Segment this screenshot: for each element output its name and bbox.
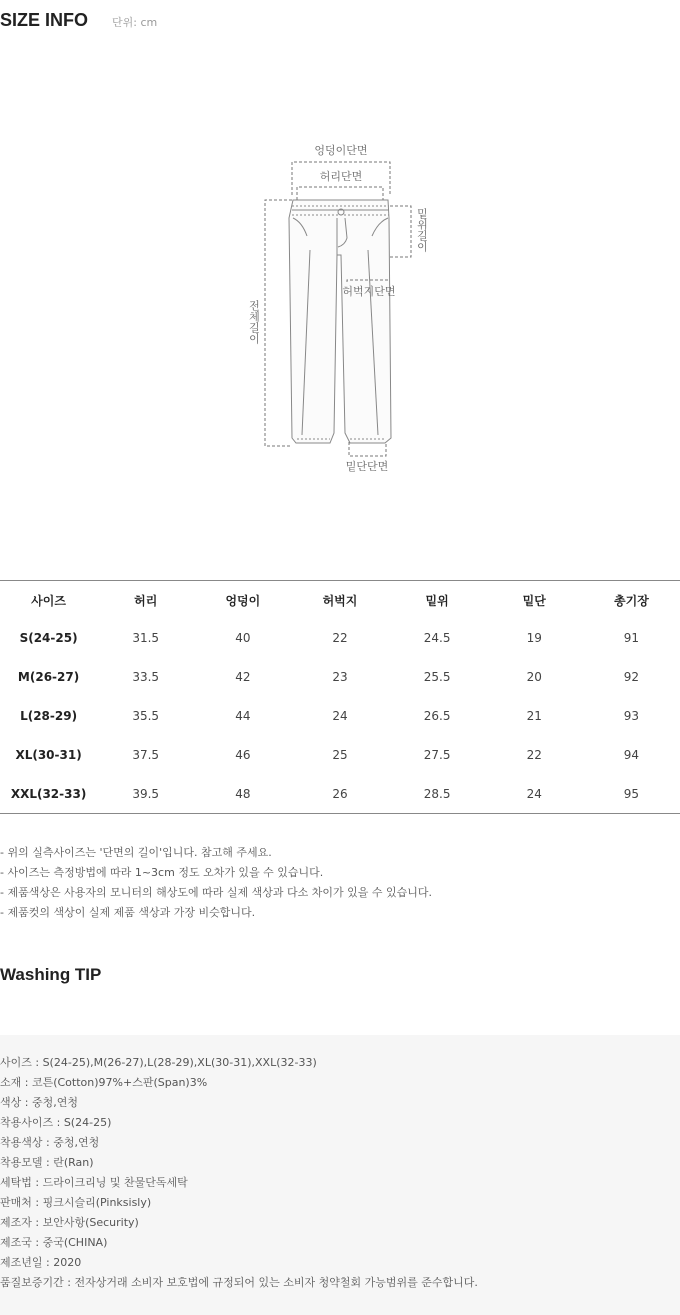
size-info-header <box>0 10 157 40</box>
info-manufacturer: 제조자 : 보안사항(Security) <box>0 1216 139 1229</box>
size-notes <box>0 843 680 923</box>
table-cell: 46 <box>235 747 251 762</box>
info-color: 색상 : 중청,연청 <box>0 1096 78 1109</box>
size-cell: XL(30-31) <box>15 747 82 762</box>
hip-label: 엉덩이단면 <box>314 144 368 157</box>
info-washing: 세탁법 : 드라이크리닝 및 찬물단독세탁 <box>0 1176 188 1189</box>
size-cell: L(28-29) <box>20 708 78 723</box>
measurement-diagram <box>0 130 680 490</box>
info-origin: 제조국 : 중국(CHINA) <box>0 1236 108 1249</box>
jeans-diagram-svg <box>0 130 680 490</box>
product-info-box <box>0 1035 680 1315</box>
size-cell: S(24-25) <box>19 630 78 645</box>
table-cell: 24 <box>332 708 348 723</box>
info-worn-color: 착용색상 : 중청,연청 <box>0 1136 100 1149</box>
table-row <box>0 619 680 657</box>
info-material: 소재 : 코튼(Cotton)97%+스판(Span)3% <box>0 1076 208 1089</box>
table-cell: 20 <box>526 669 542 684</box>
table-cell: 33.5 <box>132 669 160 684</box>
table-cell: 37.5 <box>132 747 160 762</box>
table-cell: 44 <box>235 708 251 723</box>
table-cell: 93 <box>623 708 640 723</box>
table-cell: 28.5 <box>423 786 451 801</box>
thigh-label: 허벅지단면 <box>342 285 396 298</box>
table-cell: 39.5 <box>132 786 160 801</box>
table-cell: 25.5 <box>423 669 451 684</box>
note-item: - 제품색상은 사용자의 모니터의 해상도에 따라 실제 색상과 다소 차이가 있을 수 있습니다. <box>0 886 432 899</box>
table-cell: 21 <box>526 708 542 723</box>
table-cell: 23 <box>332 669 348 684</box>
table-cell: 27.5 <box>423 747 451 762</box>
size-cell: XXL(32-33) <box>10 786 87 801</box>
info-year: 제조년일 : 2020 <box>0 1256 82 1269</box>
info-size: 사이즈 : S(24-25),M(26-27),L(28-29),XL(30-31),XXL(32-33) <box>0 1056 317 1069</box>
unit-label: 단위: cm <box>112 16 158 29</box>
size-table-header-row <box>0 581 680 620</box>
table-cell: 22 <box>526 747 542 762</box>
table-cell: 42 <box>235 669 251 684</box>
table-cell: 25 <box>332 747 348 762</box>
table-cell: 92 <box>623 669 640 684</box>
waist-label: 허리단면 <box>319 170 363 183</box>
table-cell: 95 <box>623 786 640 801</box>
table-cell: 48 <box>235 786 251 801</box>
col-length: 총기장 <box>583 581 680 620</box>
pants-outline <box>289 200 391 443</box>
table-cell: 94 <box>623 747 640 762</box>
info-seller: 판매처 : 핑크시슬리(Pinksisly) <box>0 1196 152 1209</box>
note-item: - 위의 실측사이즈는 '단면의 길이'입니다. 참고해 주세요. <box>0 846 272 859</box>
size-cell: M(26-27) <box>17 669 80 684</box>
size-info-title: SIZE INFO <box>0 10 89 30</box>
note-item: - 제품컷의 색상이 실제 제품 색상과 가장 비슷합니다. <box>0 906 256 919</box>
table-row <box>0 696 680 735</box>
hem-label: 밑단단면 <box>345 460 389 473</box>
size-table <box>0 580 680 814</box>
table-cell: 31.5 <box>132 630 160 645</box>
info-model: 착용모델 : 란(Ran) <box>0 1156 94 1169</box>
col-size: 사이즈 <box>0 581 97 620</box>
col-rise: 밑위 <box>389 581 486 620</box>
col-hem: 밑단 <box>486 581 583 620</box>
table-cell: 40 <box>235 630 251 645</box>
table-cell: 91 <box>623 630 640 645</box>
table-cell: 24.5 <box>423 630 451 645</box>
note-item: - 사이즈는 측정방법에 따라 1~3cm 정도 오차가 있을 수 있습니다. <box>0 866 324 879</box>
table-cell: 24 <box>526 786 542 801</box>
table-cell: 26.5 <box>423 708 451 723</box>
info-warranty: 품질보증기간 : 전자상거래 소비자 보호법에 규정되어 있는 소비자 청약철회 가능범위를 준수합니다. <box>0 1276 478 1289</box>
rise-label: 밑위길이 <box>415 208 429 252</box>
washing-tip-title: Washing TIP <box>0 965 102 984</box>
table-row <box>0 774 680 814</box>
col-hip: 엉덩이 <box>194 581 291 620</box>
col-waist: 허리 <box>97 581 194 620</box>
product-info-list <box>0 1053 478 1293</box>
info-worn-size: 착용사이즈 : S(24-25) <box>0 1116 112 1129</box>
total-length-label: 전체길이 <box>247 300 261 344</box>
col-thigh: 허벅지 <box>291 581 388 620</box>
table-cell: 19 <box>526 630 542 645</box>
table-cell: 26 <box>332 786 348 801</box>
table-row <box>0 735 680 774</box>
table-row <box>0 657 680 696</box>
table-cell: 35.5 <box>132 708 160 723</box>
table-cell: 22 <box>332 630 348 645</box>
